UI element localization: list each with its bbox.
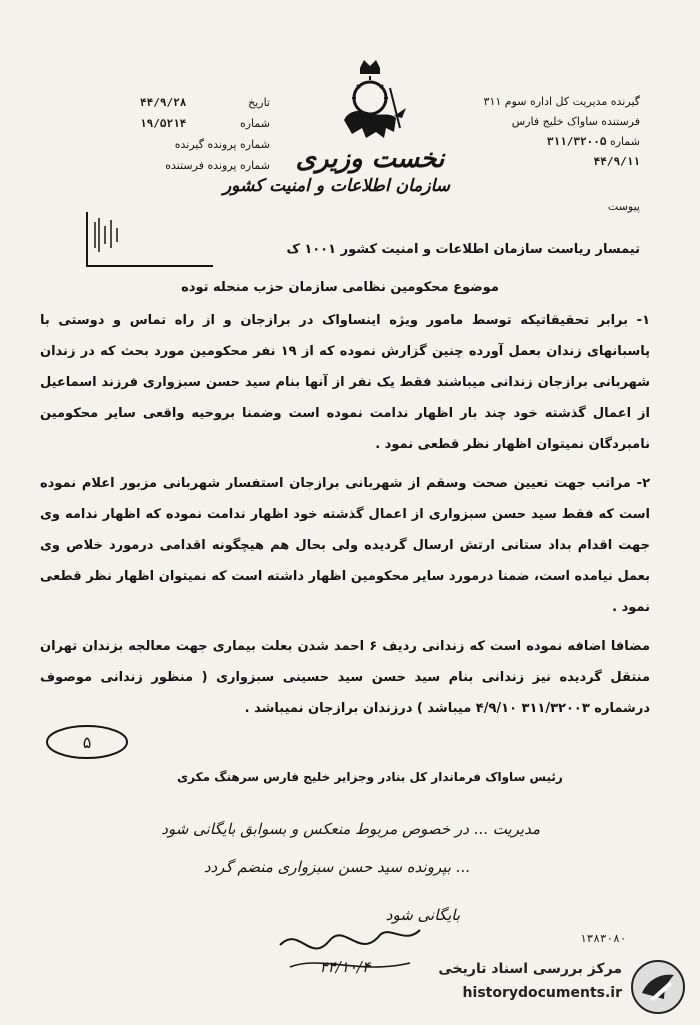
date-row [140,92,270,113]
archive-code: ۱۳۸۳۰۸۰ [580,932,627,945]
letter-body [40,305,650,732]
date-value: ۴۴/۹/۲۸ [140,96,187,109]
watermark-name: مرکز بررسی اسناد تاریخی [438,961,622,977]
paragraph-2: ۲- مراتب جهت تعیین صحت وسقم از شهربانی برازجان استفسار شهربانی مزبور اعلام نموده است که فقط سید حسن سبزواری از اعمال گذشته خود اظهار ندامت نموده که اظهار ندامه وی جهت اقدام بداد ستانی ارتش ارسال گردیده ولی بحال هم هیچگونه اقدامی درمورد خلاص وی بعمل نیامده است، ضمنا درمورد سایر محکومین اظهار داشته است که نمیتوان اظهار نظر قطعی نمود . [40,476,650,615]
sender-file-label: شماره پرونده گیرنده [174,138,270,151]
date-label: تاریخ [248,96,270,109]
watermark [412,955,692,1015]
letter-number-value: ۳۱۱/۳۲۰۰۵ [546,135,607,148]
addressee-line: تیمسار ریاست سازمان اطلاعات و امنیت کشور ۱۰۰۱ ک [286,242,640,257]
recipient-file-label: شماره پرونده فرستنده [165,159,270,172]
attachment-label: پیوست [607,200,640,213]
sender-line: فرستنده ساواک خلیج فارس [511,115,640,128]
lion-and-sun-emblem-icon [330,58,410,146]
handwritten-note-2: ... بپرونده سید حسن سبزواری منضم گردد [203,858,470,876]
oval-mark-text: ۵ [82,733,92,752]
signature-line: رئیس ساواک فرماندار کل بنادر وجزایر خلیج فارس سرهنگ مکری [177,770,563,784]
ministry-title: نخست وزیری [295,144,445,174]
sender-file-row [140,134,270,155]
letter-date-row [410,152,640,172]
handwritten-note-1: مدیریت ... در خصوص مربوط منعکس و بسوابق بایگانی شود [161,820,540,838]
received-stamp-icon [85,208,215,268]
watermark-url: historydocuments.ir [462,985,622,1001]
number-row [140,113,270,134]
receiver-line: گیرنده مدیریت کل اداره سوم ۳۱۱ [483,95,640,108]
circled-mark-icon [42,720,132,764]
header-right [410,92,640,172]
organization-title: سازمان اطلاعات و امنیت کشور [222,176,450,196]
handwritten-note-3: بایگانی شود [385,906,460,924]
header-left [140,92,270,176]
number-value: ۱۹/۵۲۱۴ [140,117,187,130]
paragraph-3: مضافا اضافه نموده است که زندانی ردیف ۶ احمد شدن بعلت بیماری جهت معالجه بزندان تهران منتقل گردیده نیز زندانی بنام سید حسن سید حسینی سبزواری ( منظور زندانی موصوف درشماره ۳۱۱/۳۲۰۰۳ ۴/۹/۱۰ میباشد ) درزندان برازجان نمیباشد . [40,639,651,716]
recipient-file-row [140,155,270,176]
letter-number-row [410,132,640,152]
letter-date-value: ۴۴/۹/۱۱ [593,155,640,168]
subject-topic: موضوع محکومین نظامی سازمان حزب منحله توده [181,280,499,295]
letter-number-label: شماره [609,135,640,148]
paragraph-1: ۱- برابر تحقیقاتیکه توسط مامور ویژه اینساواک در برازجان و از راه تماس و دوستی با پاسبانهای زندان بعمل آورده چنین گزارش نموده که از ۱۹ نفر محکومین مورد بحث که در زندان شهربانی برازجان زندانی میباشند فقط یک نفر از آنها بنام سید حسن سبزواری فرزند اسماعیل از اعمال گذشته خود چند بار اظهار ندامت نموده است وضمنا بروحیه واقعی سایر محکومین نامبردگان نمیتوان اظهار نظر قطعی نمود . [40,313,650,452]
number-label: شماره [239,117,270,130]
archive-logo-icon [630,959,686,1015]
handwritten-date: ۴۴/۱۰/۴ [319,958,370,976]
